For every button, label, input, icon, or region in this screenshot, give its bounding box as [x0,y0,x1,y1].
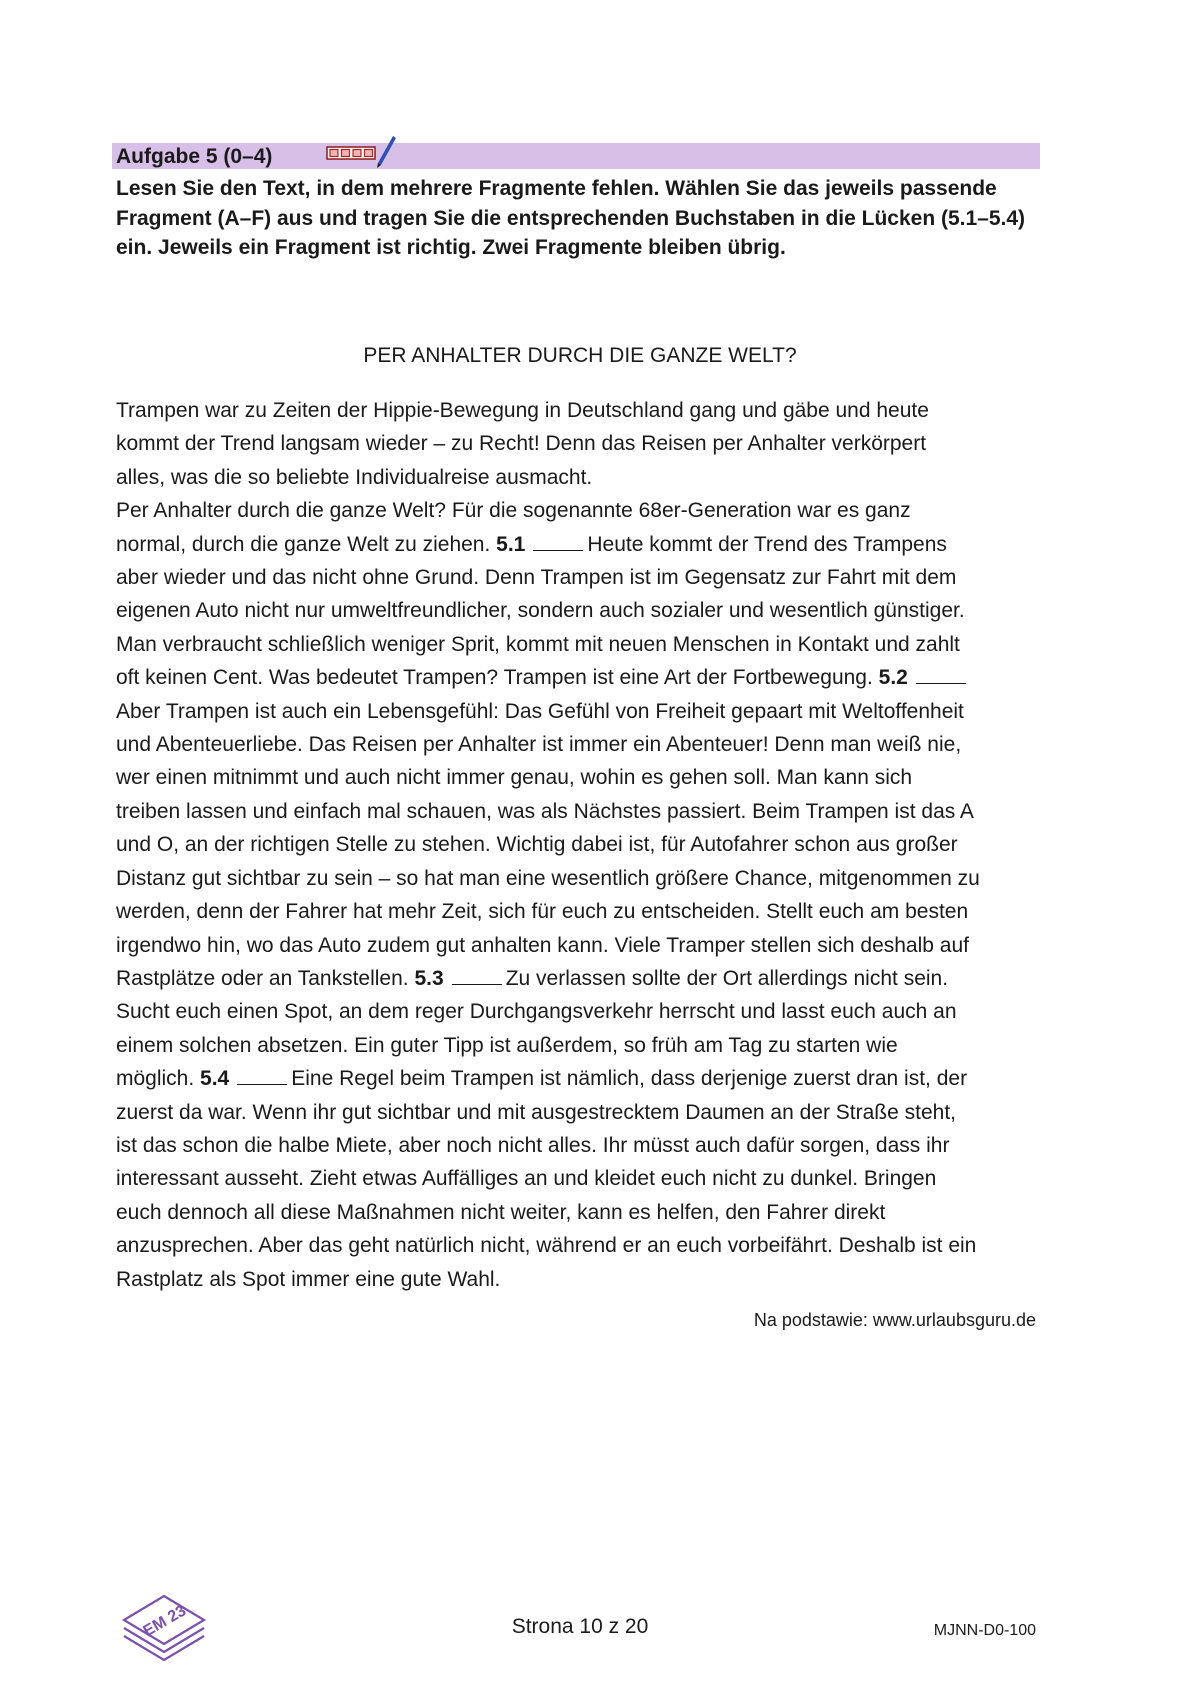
article-line: und O, an der richtigen Stelle zu stehen. Wichtig dabei ist, für Autofahrer schon aus großer [116,833,958,857]
article-line: wer einen mitnimmt und auch nicht immer genau, wohin es gehen soll. Man kann sich [116,766,913,790]
line-text: Heute kommt der Trend des Trampens [587,532,947,556]
exam-code: MJNN-D0-100 [933,1622,1036,1639]
article-line: einem solchen absetzen. Ein guter Tipp ist außerdem, so früh am Tag zu starten wie [116,1033,898,1057]
line-text: Eine Regel beim Trampen ist nämlich, dass derjenige zuerst dran ist, der [291,1067,968,1091]
article-line: werden, denn der Fahrer hat mehr Zeit, sich für euch zu entscheiden. Stellt euch am besten [116,900,969,924]
article-line: und Abenteuerliebe. Das Reisen per Anhalter ist immer ein Abenteuer! Denn man weiß nie, [116,733,962,757]
article-line [116,1062,1046,1095]
article-line: Rastplatz als Spot immer eine gute Wahl. [116,1267,501,1291]
line-text: normal, durch die ganze Welt zu ziehen. [116,532,491,556]
article-line: zuerst da war. Wenn ihr gut sichtbar und mit ausgestrecktem Daumen an der Straße steht, [116,1100,957,1124]
article-title [0,343,1160,369]
gap-number: 5.3 [414,966,444,990]
article-line: treiben lassen und einfach mal schauen, was als Nächstes passiert. Beim Trampen ist das A [116,799,974,823]
article-line: eigenen Auto nicht nur umweltfreundlicher, sondern auch sozialer und wesentlich günstiger. [116,599,965,623]
line-text: Rastplätze oder an Tankstellen. [116,966,409,990]
gap-number: 5.2 [878,666,908,690]
article-line [116,661,1046,694]
article-line: ist das schon die halbe Miete, aber noch nicht alles. Ihr müsst auch dafür sorgen, dass ihr [116,1133,950,1157]
article-line [116,528,1046,561]
answer-blank[interactable] [533,533,583,551]
line-text: oft keinen Cent. Was bedeutet Trampen? Trampen ist eine Art der Fortbewegung. [116,666,873,690]
page-number: Strona 10 z 20 [511,1615,649,1638]
article-line: Aber Trampen ist auch ein Lebensgefühl: Das Gefühl von Freiheit gepaart mit Weltoffenheit [116,699,964,723]
article-line: anzusprechen. Aber das geht natürlich nicht, während er an euch vorbeifährt. Deshalb ist ein [116,1234,977,1258]
article-line: Per Anhalter durch die ganze Welt? Für die sogenannte 68er-Generation war es ganz [116,499,911,523]
article-body [116,394,1046,1296]
article-line [116,962,1046,995]
article-title-text: PER ANHALTER DURCH DIE GANZE WELT? [363,344,797,367]
logo-text: EM 23 [140,1602,190,1641]
task-title: Aufgabe 5 (0–4) [116,145,273,168]
article-line: Sucht euch einen Spot, an dem reger Durchgangsverkehr herrscht und lasst euch auch an [116,1000,957,1024]
gap-number: 5.1 [496,532,526,556]
article-line: aber wieder und das nicht ohne Grund. Denn Trampen ist im Gegensatz zur Fahrt mit dem [116,566,957,590]
pen-icon [377,136,396,168]
line-text: möglich. [116,1067,195,1091]
article-line: kommt der Trend langsam wieder – zu Recht! Denn das Reisen per Anhalter verkörpert [116,432,927,456]
article-line: interessant ausseht. Zieht etwas Auffälliges an und kleidet euch nicht zu dunkel. Bringen [116,1167,937,1191]
answer-blank[interactable] [916,666,966,684]
article-line: alles, was die so beliebte Individualreise ausmacht. [116,465,593,489]
answer-blank[interactable] [237,1067,287,1085]
article-line: euch dennoch all diese Maßnahmen nicht weiter, kann es helfen, den Fahrer direkt [116,1200,886,1224]
gap-number: 5.4 [200,1067,230,1091]
article-line: irgendwo hin, wo das Auto zudem gut anhalten kann. Viele Tramper stellen sich deshalb auf [116,933,969,957]
line-text: Zu verlassen sollte der Ort allerdings nicht sein. [505,966,949,990]
article-line: Trampen war zu Zeiten der Hippie-Bewegung in Deutschland gang und gäbe und heute [116,399,929,422]
four-small-boxes-icon [327,147,375,159]
source-note: Na podstawie: www.urlaubsguru.de [753,1310,1036,1330]
task-type-icons [325,133,405,169]
answer-blank[interactable] [452,967,502,985]
article-line: Man verbraucht schließlich weniger Sprit, kommt mit neuen Menschen in Kontakt und zahlt [116,632,960,656]
task-instruction: Lesen Sie den Text, in dem mehrere Fragmente fehlen. Wählen Sie das jeweils passende Fragment (A–F) aus und tragen Sie die entsprechenden Buchstaben in die Lücken (5.1–5.4) ein. Jeweils ein Fragment ist richtig. Zwei Fragmente bleiben übrig. [116,177,1026,259]
article-line: Distanz gut sichtbar zu sein – so hat man eine wesentlich größere Chance, mitgenommen zu [116,866,980,890]
